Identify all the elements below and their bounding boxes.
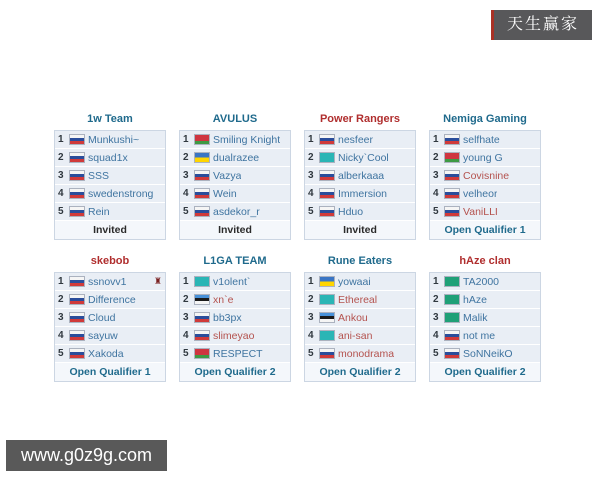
turkmenistan-flag-icon [445,313,459,322]
player-row [430,309,540,327]
team-status-invited: Invited [180,221,290,239]
russia-flag-icon [70,331,84,340]
player-number: 4 [308,330,314,341]
player-row [305,291,415,309]
player-number: 5 [308,348,314,359]
player-number: 2 [183,294,189,305]
russia-flag-icon [70,277,84,286]
team-card [304,254,416,382]
team-card [429,254,541,382]
player-number: 5 [183,206,189,217]
player-row [55,149,165,167]
player-name-link[interactable]: TA2000 [463,275,499,288]
player-number: 2 [308,152,314,163]
player-number: 3 [308,312,314,323]
player-row [430,149,540,167]
player-name-link[interactable]: SSS [88,169,110,182]
player-row [55,327,165,345]
russia-flag-icon [195,313,209,322]
player-row [180,309,290,327]
team-status-invited: Invited [55,221,165,239]
player-name-link[interactable]: dualrazee [213,151,260,164]
turkmenistan-flag-icon [445,295,459,304]
team-roster-table [179,130,291,240]
player-number: 4 [433,330,439,341]
player-number: 3 [308,170,314,181]
player-number: 1 [433,276,439,287]
russia-flag-icon [195,189,209,198]
team-roster-table [429,130,541,240]
player-number: 4 [308,188,314,199]
player-row [180,167,290,185]
player-name-link[interactable]: alberkaaa [338,169,385,182]
player-name-link[interactable]: Covisnine [463,169,510,182]
player-number: 5 [58,206,64,217]
player-name-link[interactable]: squad1x [88,151,128,164]
russia-flag-icon [195,207,209,216]
player-number: 1 [183,276,189,287]
player-row [430,291,540,309]
player-number: 4 [58,188,64,199]
player-name-link[interactable]: SoNNeikO [463,347,513,360]
player-number: 2 [433,152,439,163]
russia-flag-icon [445,331,459,340]
player-name-link[interactable]: Difference [88,293,136,306]
player-name-link[interactable]: asdekor_r [213,205,260,218]
player-name-link[interactable]: Immersion [338,187,388,200]
russia-flag-icon [195,171,209,180]
player-row [305,149,415,167]
player-row [180,345,290,363]
player-number: 1 [183,134,189,145]
player-name-link[interactable]: yowaai [338,275,371,288]
player-name-link[interactable]: nesfeer [338,133,374,146]
player-name-link[interactable]: VaniLLI [463,205,498,218]
player-name-link[interactable]: Malik [463,311,488,324]
team-roster-table [54,130,166,240]
player-row [55,167,165,185]
team-roster-table [179,272,291,382]
player-name-link[interactable]: young G [463,151,503,164]
russia-flag-icon [320,349,334,358]
player-row [55,131,165,149]
player-number: 1 [308,134,314,145]
russia-flag-icon [70,295,84,304]
team-card [54,112,166,240]
player-number: 3 [58,312,64,323]
player-name-link[interactable]: selfhate [463,133,500,146]
player-name-link[interactable]: v1olent` [213,275,251,288]
russia-flag-icon [445,189,459,198]
team-roster-table [304,272,416,382]
player-row [180,273,290,291]
player-name-link[interactable]: Vazya [213,169,242,182]
russia-flag-icon [70,207,84,216]
team-roster-table [54,272,166,382]
player-name-link[interactable]: monodrama [338,347,395,360]
player-number: 1 [58,276,64,287]
player-number: 1 [58,134,64,145]
aegis-badge-icon: ♜ [153,276,162,286]
player-name-link[interactable]: Hduo [338,205,364,218]
player-row [430,273,540,291]
player-row [55,345,165,363]
team-name-link[interactable]: L1GA TEAM [203,255,267,267]
player-number: 2 [58,152,64,163]
player-row [430,327,540,345]
player-number: 5 [58,348,64,359]
team-status-qualifier-link[interactable]: Open Qualifier 2 [305,363,415,381]
team-name-link[interactable]: AVULUS [212,113,258,125]
belarus-flag-icon [445,153,459,162]
player-name-link[interactable]: Ankou [338,311,368,324]
player-number: 2 [183,152,189,163]
player-row [430,131,540,149]
player-number: 2 [433,294,439,305]
team-name-link[interactable]: Rune Eaters [327,255,393,267]
player-name-link[interactable]: Smiling Knight [213,133,281,146]
player-name-link[interactable]: swedenstrong [88,187,154,200]
player-name-link[interactable]: bb3px [213,311,242,324]
estonia-flag-icon [320,313,334,322]
player-number: 4 [58,330,64,341]
player-row [430,345,540,363]
team-status-qualifier-link[interactable]: Open Qualifier 1 [430,221,540,239]
player-row [180,149,290,167]
player-name-link[interactable]: RESPECT [213,347,263,360]
russia-flag-icon [70,313,84,322]
player-number: 3 [433,170,439,181]
team-name-link[interactable]: 1w Team [87,113,133,125]
player-row [180,291,290,309]
player-number: 5 [433,206,439,217]
team-status-qualifier-link[interactable]: Open Qualifier 1 [55,363,165,381]
player-number: 2 [308,294,314,305]
team-roster-table [429,272,541,382]
player-name-link[interactable]: Xakoda [88,347,124,360]
player-number: 3 [433,312,439,323]
russia-flag-icon [445,135,459,144]
watermark-badge [491,10,592,40]
team-name-link[interactable]: Power Rangers [319,113,401,125]
watermark-url-bar [6,440,167,471]
player-number: 4 [183,330,189,341]
team-card [429,112,541,240]
player-name-link[interactable]: Wein [213,187,237,200]
player-name-link[interactable]: Cloud [88,311,116,324]
team-roster-table [304,130,416,240]
kazakhstan-flag-icon [320,153,334,162]
player-row [305,185,415,203]
player-number: 1 [433,134,439,145]
player-number: 4 [183,188,189,199]
belarus-flag-icon [195,135,209,144]
team-name-link[interactable]: hAze clan [459,255,511,267]
player-number: 1 [308,276,314,287]
russia-flag-icon [70,189,84,198]
player-number: 3 [183,312,189,323]
russia-flag-icon [320,189,334,198]
player-row [180,327,290,345]
player-row [180,203,290,221]
player-number: 2 [58,294,64,305]
player-row [55,185,165,203]
russia-flag-icon [445,171,459,180]
russia-flag-icon [445,349,459,358]
player-row [55,309,165,327]
player-name-link[interactable]: Ethereal [338,293,378,306]
player-row [55,273,165,291]
player-row [180,131,290,149]
player-row [305,345,415,363]
russia-flag-icon [70,349,84,358]
russia-flag-icon [445,207,459,216]
ukraine-flag-icon [320,277,334,286]
teams-grid [54,112,541,382]
player-row [180,185,290,203]
player-row [305,131,415,149]
estonia-flag-icon [195,295,209,304]
player-name-link[interactable]: not me [463,329,496,342]
player-row [430,167,540,185]
watermark-badge-text: 天生赢家 [506,16,579,33]
turkmenistan-flag-icon [445,277,459,286]
player-name-link[interactable]: ssnovv1 [88,275,127,288]
kazakhstan-flag-icon [320,331,334,340]
player-row [305,203,415,221]
player-row [430,185,540,203]
russia-flag-icon [70,171,84,180]
player-number: 5 [308,206,314,217]
player-row [55,291,165,309]
russia-flag-icon [195,331,209,340]
player-number: 5 [183,348,189,359]
player-name-link[interactable]: velheor [463,187,498,200]
team-name-link[interactable]: skebob [90,255,130,267]
russia-flag-icon [70,153,84,162]
player-name-link[interactable]: Nicky`Cool [338,151,389,164]
player-name-link[interactable]: xn`e [213,293,234,306]
ukraine-flag-icon [195,153,209,162]
kazakhstan-flag-icon [195,277,209,286]
team-card [304,112,416,240]
player-row [305,327,415,345]
player-name-link[interactable]: slimeyao [213,329,255,342]
player-row [305,167,415,185]
player-row [430,203,540,221]
russia-flag-icon [70,135,84,144]
player-name-link[interactable]: ani-san [338,329,373,342]
player-name-link[interactable]: Rein [88,205,110,218]
russia-flag-icon [320,135,334,144]
team-card [179,254,291,382]
team-status-qualifier-link[interactable]: Open Qualifier 2 [430,363,540,381]
player-number: 5 [433,348,439,359]
player-name-link[interactable]: hAze [463,293,487,306]
player-name-link[interactable]: Munkushi~ [88,133,140,146]
russia-flag-icon [320,171,334,180]
player-row [55,203,165,221]
team-card [179,112,291,240]
russia-flag-icon [320,207,334,216]
player-number: 3 [183,170,189,181]
player-row [305,309,415,327]
player-name-link[interactable]: sayuw [88,329,118,342]
player-number: 4 [433,188,439,199]
belarus-flag-icon [195,349,209,358]
team-name-link[interactable]: Nemiga Gaming [443,113,527,125]
player-number: 3 [58,170,64,181]
team-card [54,254,166,382]
team-status-invited: Invited [305,221,415,239]
watermark-url-text: www.g0z9g.com [21,445,153,465]
player-row [305,273,415,291]
kazakhstan-flag-icon [320,295,334,304]
team-status-qualifier-link[interactable]: Open Qualifier 2 [180,363,290,381]
